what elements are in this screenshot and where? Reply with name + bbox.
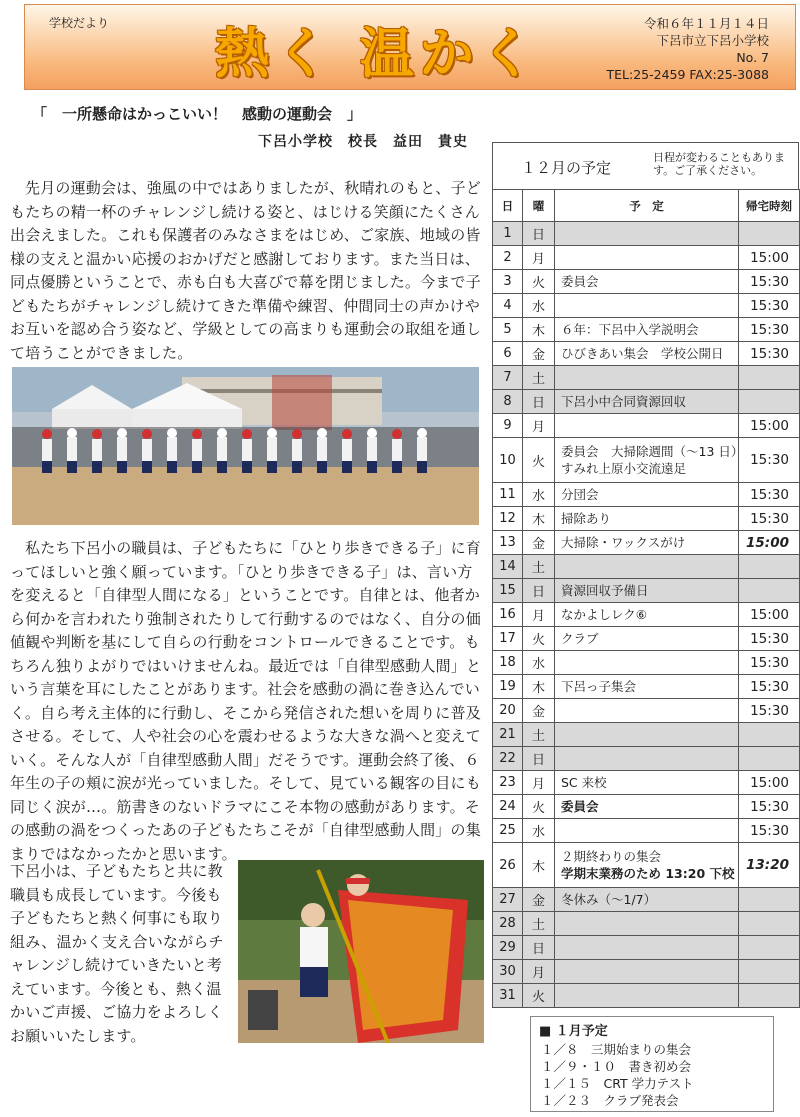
schedule-weekday: 火 <box>523 795 555 819</box>
schedule-row <box>493 507 800 531</box>
schedule-row <box>493 555 800 579</box>
schedule-row <box>493 936 800 960</box>
schedule-weekday: 火 <box>523 438 555 483</box>
schedule-day: 25 <box>493 819 523 843</box>
schedule-day: 17 <box>493 627 523 651</box>
schedule-weekday: 土 <box>523 723 555 747</box>
schedule-row <box>493 747 800 771</box>
schedule-return-time <box>739 366 800 390</box>
schedule-event-text: 分団会 <box>561 487 599 502</box>
schedule-return-time: 15:30 <box>739 795 800 819</box>
schedule-return-time <box>739 984 800 1008</box>
schedule-event <box>555 936 739 960</box>
schedule-day: 20 <box>493 699 523 723</box>
schedule-day: 16 <box>493 603 523 627</box>
col-header-weekday: 曜 <box>523 190 555 222</box>
schedule-weekday: 水 <box>523 483 555 507</box>
schedule-weekday: 日 <box>523 390 555 414</box>
schedule-event-text: ２期終わりの集会 <box>561 849 662 864</box>
schedule-day: 14 <box>493 555 523 579</box>
schedule-event-text: 下呂小中合同資源回収 <box>561 394 687 409</box>
schedule-event-text: クラブ <box>561 631 599 646</box>
schedule-event <box>555 270 739 294</box>
schedule-day: 26 <box>493 843 523 888</box>
schedule-weekday: 月 <box>523 246 555 270</box>
schedule-event <box>555 366 739 390</box>
schedule-return-time: 15:30 <box>739 675 800 699</box>
schedule-day: 5 <box>493 318 523 342</box>
schedule-row <box>493 771 800 795</box>
schedule-day: 4 <box>493 294 523 318</box>
contact-info: TEL:25-2459 FAX:25-3088 <box>606 67 769 82</box>
schedule-weekday: 金 <box>523 342 555 366</box>
schedule-day: 18 <box>493 651 523 675</box>
schedule-day: 28 <box>493 912 523 936</box>
schedule-day: 9 <box>493 414 523 438</box>
schedule-return-time <box>739 390 800 414</box>
col-header-return-time: 帰宅時刻 <box>739 190 800 222</box>
schedule-row <box>493 984 800 1008</box>
schedule-return-time <box>739 222 800 246</box>
schedule-weekday: 日 <box>523 222 555 246</box>
schedule-return-time: 15:00 <box>739 531 800 555</box>
schedule-event <box>555 438 744 483</box>
schedule-event-text: 掃除あり <box>561 511 612 526</box>
schedule-event-text: 下呂っ子集会 <box>561 679 637 694</box>
schedule-row <box>493 699 800 723</box>
schedule-weekday: 土 <box>523 912 555 936</box>
schedule-event <box>555 579 739 603</box>
schedule-weekday: 土 <box>523 555 555 579</box>
article-author: 下呂小学校 校長 益田 貴史 <box>258 134 468 150</box>
schedule-event <box>555 771 739 795</box>
january-item: １／２３ クラブ発表会 <box>541 1093 679 1108</box>
schedule-day: 12 <box>493 507 523 531</box>
schedule-event <box>555 888 739 912</box>
sports-day-photo-relay <box>12 367 479 525</box>
schedule-row <box>493 531 800 555</box>
schedule-day: 27 <box>493 888 523 912</box>
schedule-day: 22 <box>493 747 523 771</box>
december-schedule <box>492 142 799 1008</box>
schedule-return-time: 15:30 <box>739 699 800 723</box>
col-header-event: 予 定 <box>555 190 739 222</box>
schedule-return-time: 15:30 <box>739 318 800 342</box>
schedule-event-text: 委員会 大掃除週間（～13 日） <box>561 444 744 459</box>
schedule-day: 11 <box>493 483 523 507</box>
schedule-day: 19 <box>493 675 523 699</box>
schedule-weekday: 金 <box>523 531 555 555</box>
schedule-event <box>555 483 739 507</box>
schedule-row <box>493 579 800 603</box>
schedule-weekday: 金 <box>523 699 555 723</box>
schedule-row <box>493 723 800 747</box>
schedule-return-time: 15:00 <box>739 414 800 438</box>
schedule-return-time: 15:00 <box>739 771 800 795</box>
newsletter-header <box>24 4 796 90</box>
schedule-weekday: 金 <box>523 888 555 912</box>
schedule-event <box>555 819 739 843</box>
schedule-day: 21 <box>493 723 523 747</box>
schedule-event <box>555 984 739 1008</box>
schedule-row <box>493 390 800 414</box>
schedule-return-time <box>739 579 800 603</box>
schedule-weekday: 月 <box>523 603 555 627</box>
schedule-month-title: １２月の予定 <box>521 159 612 177</box>
schedule-day: 15 <box>493 579 523 603</box>
schedule-return-time: 15:30 <box>739 342 800 366</box>
schedule-event <box>555 627 739 651</box>
schedule-weekday: 土 <box>523 366 555 390</box>
schedule-return-time: 15:30 <box>739 483 800 507</box>
schedule-event-text: 冬休み（～1/7） <box>561 892 657 907</box>
schedule-event <box>555 414 739 438</box>
schedule-return-time <box>739 936 800 960</box>
schedule-event <box>555 843 739 888</box>
schedule-event <box>555 507 739 531</box>
schedule-event <box>555 651 739 675</box>
schedule-return-time <box>739 747 800 771</box>
issue-date: 令和６年１１月１４日 <box>643 16 769 31</box>
schedule-event-text: 資源回収予備日 <box>561 583 649 598</box>
schedule-weekday: 火 <box>523 270 555 294</box>
schedule-day: 10 <box>493 438 523 483</box>
schedule-event <box>555 246 739 270</box>
schedule-event-text: なかよしレク⑥ <box>561 607 647 622</box>
schedule-event <box>555 723 739 747</box>
schedule-return-time: 13:20 <box>739 843 800 888</box>
schedule-return-time <box>739 888 800 912</box>
schedule-event <box>555 318 739 342</box>
schedule-event-text-2: すみれ上原小交流遠足 <box>561 461 687 476</box>
schedule-day: 1 <box>493 222 523 246</box>
newsletter-title: 熱く 温かく <box>215 21 540 85</box>
schedule-row <box>493 888 800 912</box>
schedule-day: 31 <box>493 984 523 1008</box>
schedule-return-time: 15:30 <box>739 651 800 675</box>
schedule-return-time <box>739 960 800 984</box>
schedule-weekday: 木 <box>523 675 555 699</box>
schedule-row <box>493 483 800 507</box>
schedule-day: 13 <box>493 531 523 555</box>
schedule-event-text: ひびきあい集会 学校公開日 <box>561 346 724 361</box>
schedule-row <box>493 795 800 819</box>
schedule-day: 30 <box>493 960 523 984</box>
schedule-weekday: 火 <box>523 627 555 651</box>
schedule-day: 7 <box>493 366 523 390</box>
schedule-event <box>555 699 739 723</box>
schedule-weekday: 日 <box>523 747 555 771</box>
schedule-row <box>493 366 800 390</box>
schedule-return-time <box>739 912 800 936</box>
schedule-row <box>493 819 800 843</box>
newsletter-label: 学校だより <box>49 16 110 30</box>
schedule-day: 2 <box>493 246 523 270</box>
schedule-event <box>555 603 739 627</box>
schedule-row <box>493 270 800 294</box>
schedule-weekday: 日 <box>523 936 555 960</box>
schedule-day: 6 <box>493 342 523 366</box>
article-paragraph-3 <box>10 860 482 1048</box>
january-item: １／９・１０ 書き初め会 <box>541 1059 692 1074</box>
schedule-row <box>493 675 800 699</box>
schedule-return-time: 15:30 <box>739 627 800 651</box>
january-title: ■ １月予定 <box>539 1024 608 1039</box>
schedule-event <box>555 342 739 366</box>
schedule-row <box>493 222 800 246</box>
schedule-day: 8 <box>493 390 523 414</box>
schedule-event <box>555 390 739 414</box>
schedule-table <box>492 189 800 1008</box>
col-header-day: 日 <box>493 190 523 222</box>
january-schedule-box <box>530 1016 774 1112</box>
schedule-event <box>555 294 739 318</box>
schedule-event <box>555 795 739 819</box>
schedule-event <box>555 747 739 771</box>
schedule-event <box>555 531 739 555</box>
schedule-return-time: 15:30 <box>739 507 800 531</box>
schedule-return-time <box>739 555 800 579</box>
schedule-event <box>555 555 739 579</box>
schedule-weekday: 水 <box>523 819 555 843</box>
schedule-weekday: 日 <box>523 579 555 603</box>
newsletter-info <box>606 15 769 83</box>
schedule-row <box>493 342 800 366</box>
schedule-event <box>555 675 739 699</box>
article-title: 「 一所懸命はかっこいい！ 感動の運動会 」 <box>32 105 363 123</box>
schedule-event-text: 委員会 <box>561 799 599 814</box>
issue-number: No. 7 <box>736 50 769 65</box>
january-item: １／１５ CRT 学力テスト <box>541 1076 694 1091</box>
schedule-row <box>493 627 800 651</box>
schedule-day: 3 <box>493 270 523 294</box>
schedule-day: 29 <box>493 936 523 960</box>
january-item: １／８ 三期始まりの集会 <box>541 1042 692 1057</box>
schedule-return-time: 15:00 <box>739 603 800 627</box>
schedule-row <box>493 843 800 888</box>
schedule-day: 23 <box>493 771 523 795</box>
schedule-weekday: 木 <box>523 843 555 888</box>
schedule-event-text: 委員会 <box>561 274 599 289</box>
schedule-return-time: 15:00 <box>739 246 800 270</box>
schedule-note: 日程が変わることもあります。ご了承ください。 <box>653 151 785 177</box>
schedule-event <box>555 912 739 936</box>
schedule-event-text-2: 学期末業務のため 13:20 下校 <box>561 866 735 881</box>
schedule-row <box>493 912 800 936</box>
schedule-event <box>555 222 739 246</box>
schedule-row <box>493 414 800 438</box>
schedule-return-time: 15:30 <box>739 270 800 294</box>
schedule-row <box>493 438 800 483</box>
schedule-weekday: 月 <box>523 960 555 984</box>
schedule-weekday: 木 <box>523 507 555 531</box>
schedule-weekday: 木 <box>523 318 555 342</box>
schedule-weekday: 水 <box>523 651 555 675</box>
schedule-event-text: ６年：下呂中入学説明会 <box>561 322 699 337</box>
school-name: 下呂市立下呂小学校 <box>656 33 769 48</box>
schedule-row <box>493 294 800 318</box>
schedule-row <box>493 318 800 342</box>
schedule-event-text: 大掃除・ワックスがけ <box>561 535 686 550</box>
schedule-row <box>493 603 800 627</box>
schedule-event-text: SC 来校 <box>561 775 607 790</box>
article-paragraph-2: 私たち下呂小の職員は、子どもたちに「ひとり歩きできる子」に育ってほしいと強く願っています。「ひとり歩きできる子」は、言い方を変えると「自律型人間になる」ということです。自律とは、他者から何かを言われたり強制されたりして行動するのではなく、自分の価値観や判断を基にして自らの行動をコントロールできることです。もちろん独りよがりではいけませんね。最近では「自律型感動人間」という言葉を耳にしたことがあります。社会を感動の渦に巻き込んでいく。自ら考え主体的に行動し、そこから発信された想いを周りに普及させる。そして、人や社会の心を震わせるような大きな渦へと変えていく。そんな人が「自律型感動人間」だそうです。運動会終了後、６年生の子の頬に涙が光っていました。そして、見ている観客の目にも同じく涙が…。筋書きのないドラマにこそ本物の感動があります。その感動の渦をつくったあの子どもたちこそが「自律型感動人間」の集まりではなかったかと思います。 <box>10 539 482 863</box>
article-paragraph-3-text: 下呂小は、子どもたちと共に教職員も成長しています。今後も子どもたちと熱く何事にも取り組み、温かく支え合いながらチャレンジし続けていきたいと考えています。今後とも、熱く温かいご声援、ご協力をよろしくお願いいたします。 <box>10 862 224 1045</box>
schedule-weekday: 水 <box>523 294 555 318</box>
schedule-day: 24 <box>493 795 523 819</box>
schedule-weekday: 月 <box>523 414 555 438</box>
schedule-header <box>492 142 799 189</box>
schedule-return-time <box>739 723 800 747</box>
schedule-return-time: 15:30 <box>739 294 800 318</box>
schedule-row <box>493 960 800 984</box>
schedule-weekday: 火 <box>523 984 555 1008</box>
schedule-weekday: 月 <box>523 771 555 795</box>
schedule-row <box>493 651 800 675</box>
schedule-header-row <box>493 190 800 222</box>
schedule-return-time: 15:30 <box>739 438 800 483</box>
schedule-row <box>493 246 800 270</box>
schedule-event <box>555 960 739 984</box>
article-paragraph-1: 先月の運動会は、強風の中ではありましたが、秋晴れのもと、子どもたちの精一杯のチャレンジし続ける姿と、はじける笑顔にたくさん出会えました。これも保護者のみなさまをはじめ、ご家族、地域の皆様の支えと温かい応援のおかげだと感謝しております。また当日は、同点優勝ということで、赤も白も大喜びで幕を閉じました。今まで子どもたちがチャレンジし続けてきた準備や練習、仲間同士の声かけやお互いを認め合う姿など、学級としての高まりも運動会の取組を通して培うことができました。 <box>10 179 482 362</box>
schedule-return-time: 15:30 <box>739 819 800 843</box>
